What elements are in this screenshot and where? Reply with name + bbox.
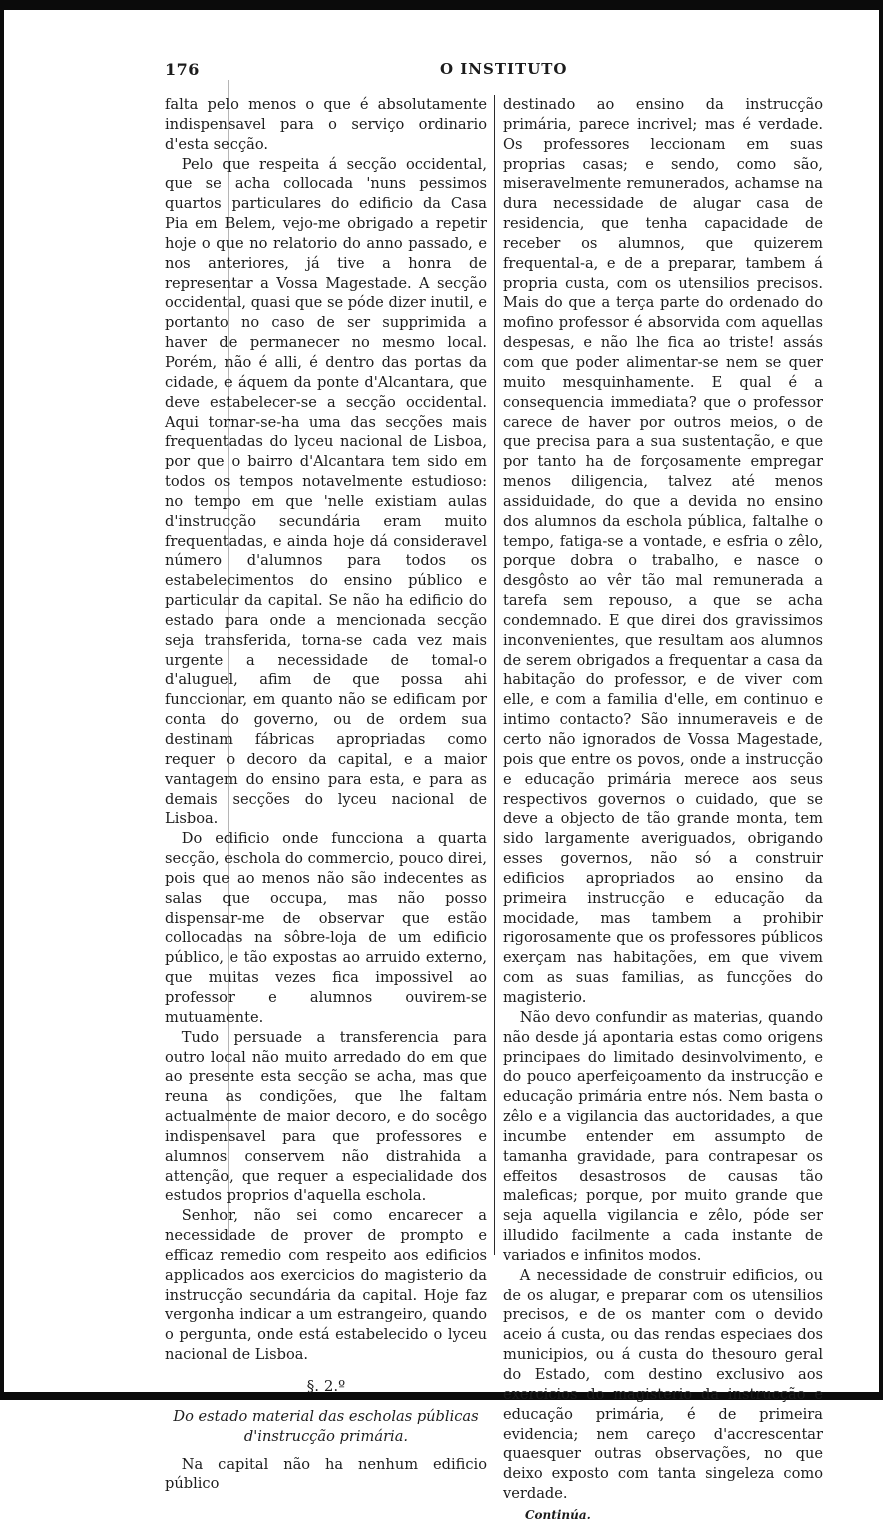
- paragraph: Do edificio onde funcciona a quarta secção, eschola do commercio, pouco direi, pois que ao menos não são indecentes as salas que occupa, mas não posso dispensar-me de observar que estão collocadas na sôbre-loja de um edificio público, e tão expostas ao arruido externo, que muitas vezes fica impossivel ao professor e alumnos ouvirem-se mutuamente.: [165, 830, 487, 1026]
- scan-border-top: [0, 0, 883, 10]
- paragraph: A necessidade de construir edificios, ou de os alugar, e preparar com os utensilios precisos, e de os manter com o devido aceio á custa, ou das rendas especiaes dos municipios, ou á custa do thesouro geral do Estado, com destino exclusivo aos exercicios do magisterio da instrucção e educação primária, é de primeira evidencia; nem careço d'accrescentar quaesquer outras observações, no que deixo exposto com tanta singeleza como verdade.: [503, 1266, 823, 1503]
- column-divider: [494, 95, 495, 1255]
- left-column: [165, 95, 487, 1494]
- paragraph: falta pelo menos o que é absolutamente indispensavel para o serviço ordinario d'esta secção.: [165, 96, 487, 153]
- section-title: [165, 1407, 487, 1447]
- scan-border-right: [879, 0, 883, 1400]
- section-title-line: d'instrucção primária.: [243, 1427, 409, 1445]
- paragraph: Senhor, não sei como encarecer a necessidade de prover de prompto e efficaz remedio com respeito aos edificios applicados aos exercicios do magisterio da instrucção secundária da capital. Hoje faz vergonha indicar a um estrangeiro, quando o pergunta, onde está estabelecido o lyceu nacional de Lisboa.: [165, 1207, 487, 1364]
- section-title-line: Do estado material das escholas públicas: [173, 1407, 479, 1425]
- scan-border-left: [0, 0, 4, 1400]
- section-number: §. 2.º: [306, 1377, 346, 1395]
- right-column: [503, 95, 823, 1526]
- running-head: O INSTITUTO: [440, 60, 568, 78]
- continua-note: Continúa.: [525, 1507, 591, 1522]
- paragraph: Não devo confundir as materias, quando não desde já apontaria estas como origens principaes do limitado desinvolvimento, e do pouco aperfeiçoamento da instrucção e educação primária entre nós. Nem basta o zêlo e a vigilancia das auctoridades, a que incumbe entender em assumpto de tamanha gravidade, para contrapesar os effeitos desastrosos de causas tão maleficas; porque, por muito grande que seja aquella vigilancia e zêlo, póde ser illudido facilmente a cada instante de variados e infinitos modos.: [503, 1008, 823, 1264]
- page-number: 176: [165, 60, 200, 79]
- paragraph: Pelo que respeita á secção occidental, que se acha collocada 'nuns pessimos quartos particulares do edificio da Casa Pia em Belem, vejo-me obrigado a repetir hoje o que no relatorio do anno passado, e nos anteriores, já tive a honra de representar a Vossa Magestade. A secção occidental, quasi que se póde dizer inutil, e portanto no caso de ser supprimida a haver de permanecer no mesmo local. Porém, não é alli, é dentro das portas da cidade, e áquem da ponte d'Alcantara, que deve estabelecer-se a secção occidental. Aqui tornar-se-ha uma das secções mais frequentadas do lyceu nacional de Lisboa, por que o bairro d'Alcantara tem sido em todos os tempos notavelmente estudioso: no tempo em que 'nelle existiam aulas d'instrucção secundária eram muito frequentadas, e ainda hoje dá consideravel número d'alumnos para todos os estabelecimentos do ensino público e particular da capital. Se não ha edificio do estado para onde a mencionada secção seja transferida, torna-se cada vez mais urgente a necessidade de tomal-o d'aluguel, afim de que possa ahi funccionar, em quanto não se edificam por conta do governo, ou de ordem sua destinam fábricas apropriadas como requer o decoro da capital, e a maior vantagem do ensino para esta, e para as demais secções do lyceu nacional de Lisboa.: [165, 155, 487, 828]
- paragraph: Tudo persuade a transferencia para outro local não muito arredado do em que ao presente esta secção se acha, mas que reuna as condições, que lhe faltam actualmente de maior decoro, e do socêgo indispensavel para que professores e alumnos conservem não distrahida a attenção, que requer a especialidade dos estudos proprios d'aquella eschola.: [165, 1028, 487, 1205]
- paragraph: Na capital não ha nenhum edificio público: [165, 1455, 487, 1493]
- paragraph: destinado ao ensino da instrucção primária, parece incrivel; mas é verdade. Os professores leccionam em suas proprias casas; e sendo, como são, miseravelmente remunerados, achamse na dura necessidade de alugar casa de residencia, que tenha capacidade de receber os alumnos, que quizerem frequental-a, e de a preparar, tambem á propria custa, com os utensilios precisos. Mais do que a terça parte do ordenado do mofino professor é absorvida com aquellas despesas, e não lhe fica ao triste! assás com que poder alimentar-se nem se quer muito mesquinhamente. E qual é a consequencia immediata? que o professor carece de haver por outros meios, o de que precisa para a sua sustentação, e que por tanto ha de forçosamente empregar menos diligencia, talvez até menos assiduidade, do que a devida no ensino dos alumnos da eschola pública, faltalhe o tempo, fatiga-se a vontade, e esfria o zêlo, porque dobra o trabalho, e nasce o desgôsto ao vêr tão mal remunerada a tarefa sem repouso, a que se acha condemnado. E que direi dos gravissimos inconvenientes, que resultam aos alumnos de serem obrigados a frequentar a casa da habitação do professor, e de viver com elle, e com a familia d'elle, em continuo e intimo contacto? São innumeraveis e de certo não ignorados de Vossa Magestade, pois que entre os povos, onde a instrucção e educação primária merece aos seus respectivos governos o cuidado, que se deve a objecto de tão grande monta, tem sido largamente averiguados, obrigando esses governos, não só a construir edificios apropriados ao ensino da primeira instrucção e educação da mocidade, mas tambem a prohibir rigorosamente que os professores públicos exerçam nas habitações, em que vivem com as suas familias, as funcções do magisterio.: [503, 96, 823, 1006]
